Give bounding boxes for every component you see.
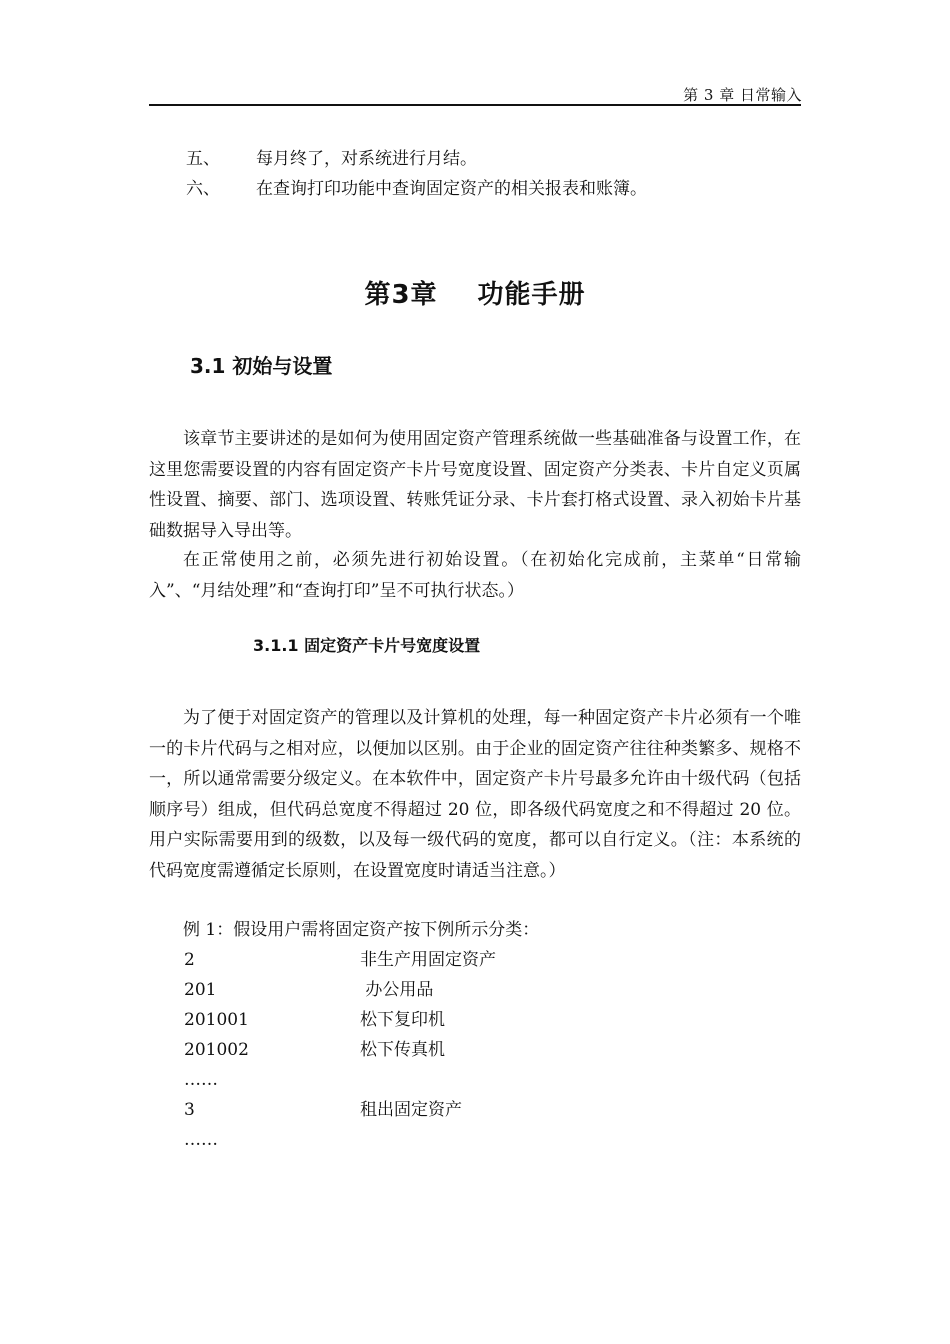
example-code: …… [184, 1130, 218, 1150]
header-rule [149, 104, 801, 106]
list-item [186, 146, 477, 172]
example-name: 松下复印机 [360, 1010, 445, 1030]
example-code: 201002 [184, 1040, 249, 1060]
list-item-text: 每月终了，对系统进行月结。 [256, 149, 477, 169]
example-row [184, 977, 433, 1003]
list-item [186, 176, 647, 202]
example-name: 松下传真机 [360, 1040, 445, 1060]
subsection-title: 3.1.1 固定资产卡片号宽度设置 [253, 636, 481, 655]
example-name: 租出固定资产 [360, 1100, 462, 1120]
example-code: 201001 [184, 1010, 249, 1030]
example-intro-paragraph: 例 1：假设用户需将固定资产按下例所示分类： [183, 920, 540, 940]
list-item-number: 六、 [186, 179, 220, 199]
example-row-ellipsis [184, 1067, 360, 1093]
example-code: 2 [184, 950, 195, 970]
list-item-number: 五、 [186, 149, 220, 169]
running-header: 第 3 章 日常输入 [683, 86, 802, 104]
example-row [184, 1037, 445, 1063]
example-code: …… [184, 1070, 218, 1090]
chapter-number: 第3章 [364, 280, 438, 310]
list-item-text: 在查询打印功能中查询固定资产的相关报表和账簿。 [256, 179, 647, 199]
intro-paragraph: 该章节主要讲述的是如何为使用固定资产管理系统做一些基础准备与设置工作，在这里您需要设置的内容有固定资产卡片号宽度设置、固定资产分类表、卡片自定义页属性设置、摘要、部门、选项设置、转账凭证分录、卡片套打格式设置、录入初始卡片基础数据导入导出等。 [149, 429, 801, 541]
example-code: 201 [184, 980, 217, 1000]
example-row-ellipsis [184, 1127, 360, 1153]
example-row [184, 1097, 462, 1123]
section-title: 3.1 初始与设置 [190, 354, 333, 378]
example-name: 非生产用固定资产 [360, 950, 496, 970]
notice-paragraph: 在正常使用之前，必须先进行初始设置。（在初始化完成前，主菜单“日常输入”、“月结处理”和“查询打印”呈不可执行状态。） [149, 550, 801, 601]
example-row [184, 1007, 445, 1033]
example-row [184, 947, 496, 973]
width-description-paragraph: 为了便于对固定资产的管理以及计算机的处理，每一种固定资产卡片必须有一个唯一的卡片代码与之相对应，以便加以区别。由于企业的固定资产往往种类繁多、规格不一，所以通常需要分级定义。在本软件中，固定资产卡片号最多允许由十级代码（包括顺序号）组成，但代码总宽度不得超过 20 位，即各级代码宽度之和不得超过 20 位。用户实际需要用到的级数，以及每一级代码的宽度，都可以自行定义。（注：本系统的代码宽度需遵循定长原则，在设置宽度时请适当注意。） [149, 708, 801, 881]
example-code: 3 [184, 1100, 195, 1120]
example-name: 办公用品 [360, 980, 434, 1000]
chapter-name: 功能手册 [477, 280, 586, 310]
chapter-title [0, 274, 950, 311]
